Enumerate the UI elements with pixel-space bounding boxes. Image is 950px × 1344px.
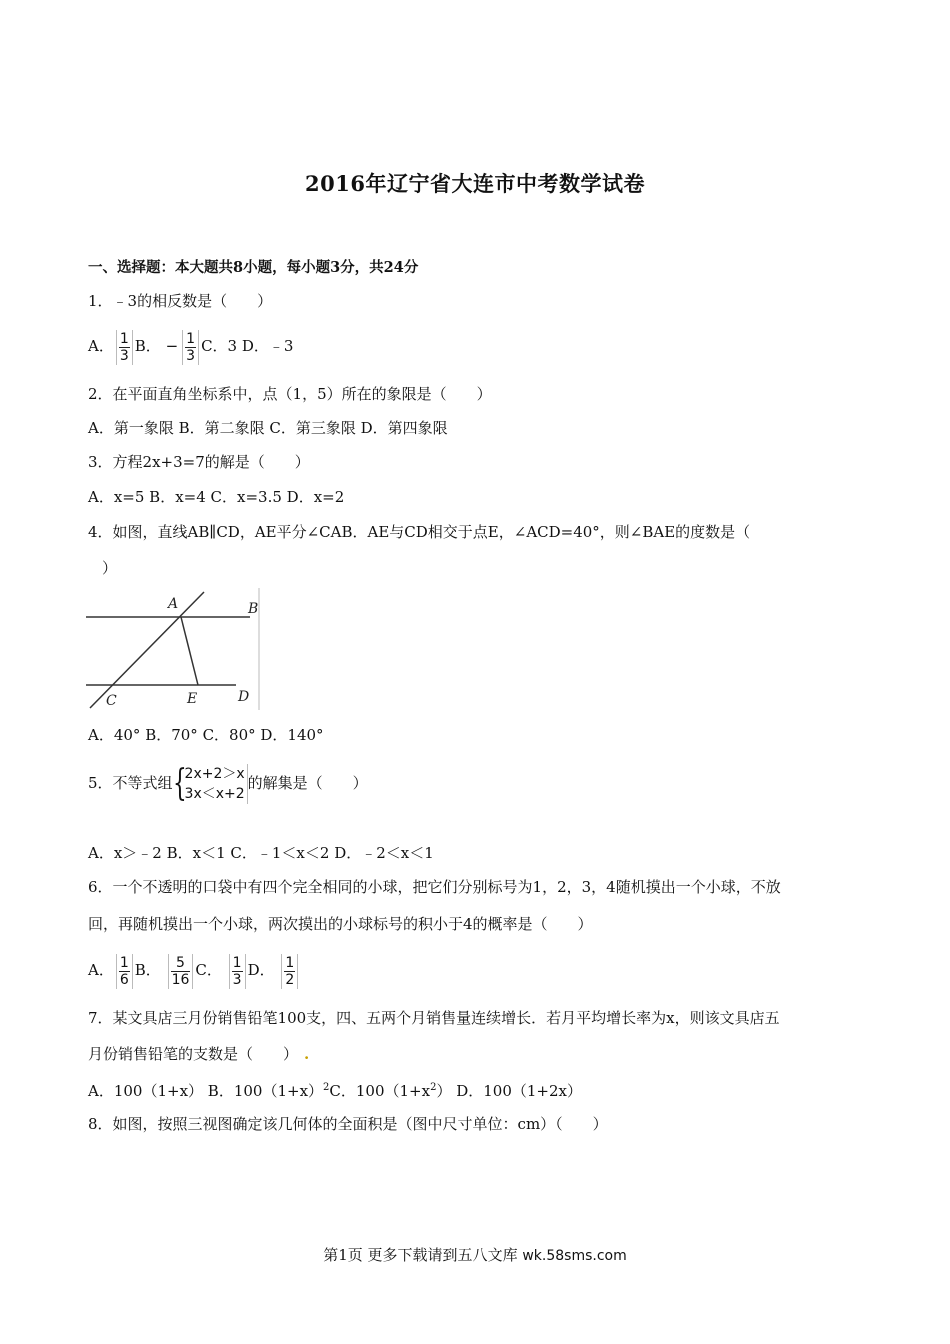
question-4-stem: 4．如图，直线AB∥CD，AE平分∠CAB．AE与CD相交于点E，∠ACD=40°，则∠BAE的度数是（ <box>88 523 751 541</box>
question-7-line-2 <box>88 1044 309 1064</box>
question-3-stem: 3．方程2x+3=7的解是（ ） <box>88 453 310 471</box>
question-2-options: A．第一象限 B．第二象限 C．第三象限 D．第四象限 <box>88 419 448 437</box>
option-a-label: A． <box>88 337 114 355</box>
fraction-numerator: 5 <box>171 955 191 972</box>
question-6-line-2: 回，再随机摸出一个小球，两次摸出的小球标号的积小于4的概率是（ ） <box>88 915 593 933</box>
fraction-denominator: 3 <box>186 347 196 364</box>
question-7-text: 月份销售铅笔的支数是（ ） <box>88 1045 299 1063</box>
question-7-options <box>88 1078 582 1101</box>
option-b-label: B． <box>134 337 161 355</box>
fraction-numerator: 1 <box>186 330 196 347</box>
fraction-numerator: 1 <box>285 954 295 971</box>
fraction-b <box>168 954 194 989</box>
fraction-denominator: 16 <box>171 971 190 988</box>
page-title: 2016年辽宁省大连市中考数学试卷 <box>305 171 645 196</box>
label-b: B <box>248 601 259 617</box>
stem-suffix: 的解集是（ ） <box>247 774 368 792</box>
fraction-denominator: 2 <box>285 971 295 988</box>
label-e: E <box>187 691 198 707</box>
fraction-c <box>229 954 246 989</box>
negative-sign: − <box>165 337 179 355</box>
option-c-label: C． <box>195 961 222 979</box>
fraction-d <box>281 954 298 989</box>
fraction-denominator: 3 <box>119 347 129 364</box>
footer-text: 第1页 更多下载请到五八文库 <box>323 1246 523 1264</box>
geometry-figure <box>86 588 262 710</box>
question-2-stem: 2．在平面直角坐标系中，点（1，5）所在的象限是（ ） <box>88 385 492 403</box>
stem-prefix: 5．不等式组 <box>88 774 173 792</box>
exponent-1: 2 <box>323 1082 330 1093</box>
fraction-a <box>116 330 133 365</box>
label-a: A <box>168 596 179 612</box>
label-c: C <box>106 693 117 709</box>
footer-link[interactable]: wk.58sms.com <box>522 1248 627 1264</box>
brace-glyph: { <box>172 763 187 804</box>
fraction-b <box>182 330 199 365</box>
question-3-options: A．x=5 B．x=4 C．x=3.5 D．x=2 <box>88 488 345 506</box>
option-a-label: A． <box>88 961 114 979</box>
question-1-options <box>88 326 293 366</box>
fraction-denominator: 6 <box>119 971 129 988</box>
question-4-options: A．40° B．70° C．80° D．140° <box>88 726 324 744</box>
option-d: ） D．100（1+2x） <box>436 1082 583 1100</box>
options-a-b: A．100（1+x） B．100（1+x） <box>88 1082 324 1100</box>
fraction-a <box>116 954 133 989</box>
page-footer <box>0 1244 950 1265</box>
exponent-2: 2 <box>430 1082 437 1093</box>
inequality-row-1: 2x+2＞x <box>184 766 245 782</box>
fraction-numerator: 1 <box>119 954 129 971</box>
option-d-label: D． <box>247 961 275 979</box>
question-7-line-1: 7．某文具店三月份销售铅笔100支，四、五两个月销售量连续增长．若月平均增长率为x，则该文具店五 <box>88 1009 780 1027</box>
question-1-stem: 1．﹣3的相反数是（ ） <box>88 292 273 310</box>
question-6-options <box>88 948 300 992</box>
inequality-system <box>173 764 248 804</box>
question-6-line-1: 6．一个不透明的口袋中有四个完全相同的小球，把它们分别标号为1，2，3，4随机摸出一个小球，不放 <box>88 878 781 896</box>
fraction-denominator: 3 <box>232 971 242 988</box>
label-d: D <box>238 689 250 705</box>
option-b-label: B． <box>134 961 161 979</box>
stray-dot: . <box>304 1045 310 1063</box>
option-c: C．100（1+x <box>329 1082 431 1100</box>
question-5-stem <box>88 758 368 808</box>
fraction-numerator: 1 <box>232 954 242 971</box>
question-8-stem: 8．如图，按照三视图确定该几何体的全面积是（图中尺寸单位：cm）（ ） <box>88 1115 608 1133</box>
question-5-options: A．x＞﹣2 B．x＜1 C．﹣1＜x＜2 D．﹣2＜x＜1 <box>88 844 434 862</box>
fraction-numerator: 1 <box>119 330 129 347</box>
options-rest: C．3 D．﹣3 <box>201 337 294 355</box>
section-heading: 一、选择题：本大题共8小题，每小题3分，共24分 <box>88 259 419 276</box>
segment-ae <box>181 617 198 685</box>
inequality-row-2: 3x＜x+2 <box>184 786 245 802</box>
question-4-stem-cont: ） <box>102 559 118 577</box>
